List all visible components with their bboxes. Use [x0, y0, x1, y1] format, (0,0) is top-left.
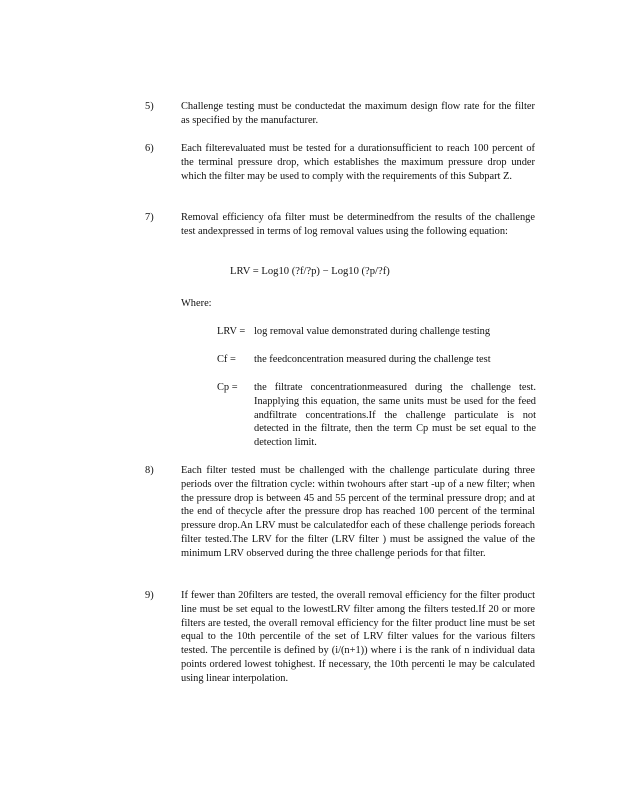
item-number: 6): [145, 143, 154, 154]
item-number: 9): [145, 590, 154, 601]
item-text: Each filter tested must be challenged with the challenge particulate during three periods over the filtration cycle: within twohours after start -up of a new filter; when the pressure drop is between 45 and 55 percent of the terminal pressure drop; and at the end of thecycle after the pressure drop has reached 100 percent of the terminal pressure drop.An LRV must be calculatedfor each of these challenge periods foreach filter tested.The LRV for the filter (LRV filter ) must be assigned the value of the minimum LRV observed during the three challenge periods for that filter.: [181, 465, 535, 559]
item-number: 7): [145, 212, 154, 223]
definition-desc: the feedconcentration measured during the challenge test: [254, 354, 491, 365]
definition-term: Cf =: [217, 354, 236, 365]
item-number: 8): [145, 465, 154, 476]
item-text: If fewer than 20filters are tested, the overall removal efficiency for the filter product line must be set equal to the lowestLRV filter among the filters tested.If 20 or more filters are tested, the overall removal efficiency for the filter product line must be set equal to the 10th percentile of the set of LRV filter values for the various filters tested. The percentile is defined by (i/(n+1)) where i is the rank of n individual data points ordered lowest tohighest. If necessary, the 10th percenti le may be calculated using linear interpolation.: [181, 590, 535, 684]
where-label: Where:: [181, 298, 212, 309]
definition-term: Cp =: [217, 382, 238, 393]
lrv-equation: LRV = Log10 (?f/?p) − Log10 (?p/?f): [230, 266, 390, 277]
definition-term: LRV =: [217, 326, 246, 337]
item-number: 5): [145, 101, 154, 112]
definition-desc: log removal value demonstrated during challenge testing: [254, 326, 491, 337]
item-text: Removal efficiency ofa filter must be determinedfrom the results of the challenge test andexpressed in terms of log removal values using the following equation:: [181, 212, 535, 237]
item-text: Challenge testing must be conductedat the maximum design flow rate for the filter as specified by the manufacturer.: [181, 101, 535, 126]
item-text: Each filterevaluated must be tested for a durationsufficient to reach 100 percent of the terminal pressure drop, which establishes the maximum pressure drop under which the filter may be used to comply with the requirements of this Subpart Z.: [181, 143, 535, 182]
definition-desc: the filtrate concentrationmeasured during the challenge test. Inapplying this equation, the same units must be used for the feed andfiltrate concentrations.If the challenge particulate is not detected in the filtrate, then the term Cp must be set equal to the detection limit.: [254, 382, 536, 449]
